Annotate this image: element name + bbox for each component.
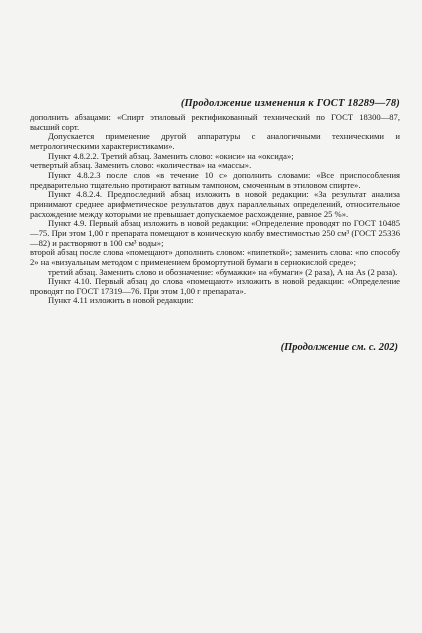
paragraph: третий абзац. Заменить слово и обозначение: «бумажки» на «бумаги» (2 раза), А на Аs (2 раза). (48, 266, 398, 277)
paragraph: дополнить абзацами: «Спирт этиловый ректификованный технический по ГОСТ 18300—87, высший сорт. (30, 112, 400, 132)
paragraph: четвертый абзац. Заменить слово: «количества» на «массы». (30, 160, 252, 171)
paragraph: второй абзац после слова «помещают» дополнить словом: «пипеткой»; заменить слова: «по способу 2» на «визуальным методом с применением бромортутной бумаги в сернокислой среде»; (30, 247, 400, 267)
paragraph: Допускается применение другой аппаратуры с аналогичными техническими и метрологическими характеристиками». (30, 131, 400, 151)
paragraph: Пункт 4.11 изложить в новой редакции: (48, 295, 194, 306)
paragraph: Пункт 4.8.2.3 после слов «в течение 10 с» дополнить словами: «Все приспособления предварительно тщательно протирают ватным тампоном, смоченным в этиловом спирте». (30, 169, 400, 190)
paragraph: Пункт 4.10. Первый абзац до слова «помещают» изложить в новой редакции: «Определение проводят по ГОСТ 17319—76. При этом 1,00 г препарата». (30, 276, 400, 296)
continuation-footer: (Продолжение см. с. 202) (280, 342, 398, 353)
paragraph: Пункт 4.8.2.2. Третий абзац. Заменить слово: «окиси» на «оксида»; (48, 150, 294, 161)
paragraph: Пункт 4.8.2.4. Предпоследний абзац изложить в новой редакции: «За результат анализа принимают среднее арифметическое результатов двух параллельных определений, относительное расхождение между которыми не превышает допускаемое расхождение, равное 25 %». (30, 189, 400, 219)
paragraph: Пункт 4.9. Первый абзац изложить в новой редакции: «Определение проводят по ГОСТ 10485—75. При этом 1,00 г препарата помещают в коническую колбу вместимостью 250 см³ (ГОСТ 25336—82) и растворяют в 100 см³ воды»; (30, 218, 400, 248)
continuation-header: (Продолжение изменения к ГОСТ 18289—78) (180, 98, 400, 109)
document-body (30, 113, 400, 306)
